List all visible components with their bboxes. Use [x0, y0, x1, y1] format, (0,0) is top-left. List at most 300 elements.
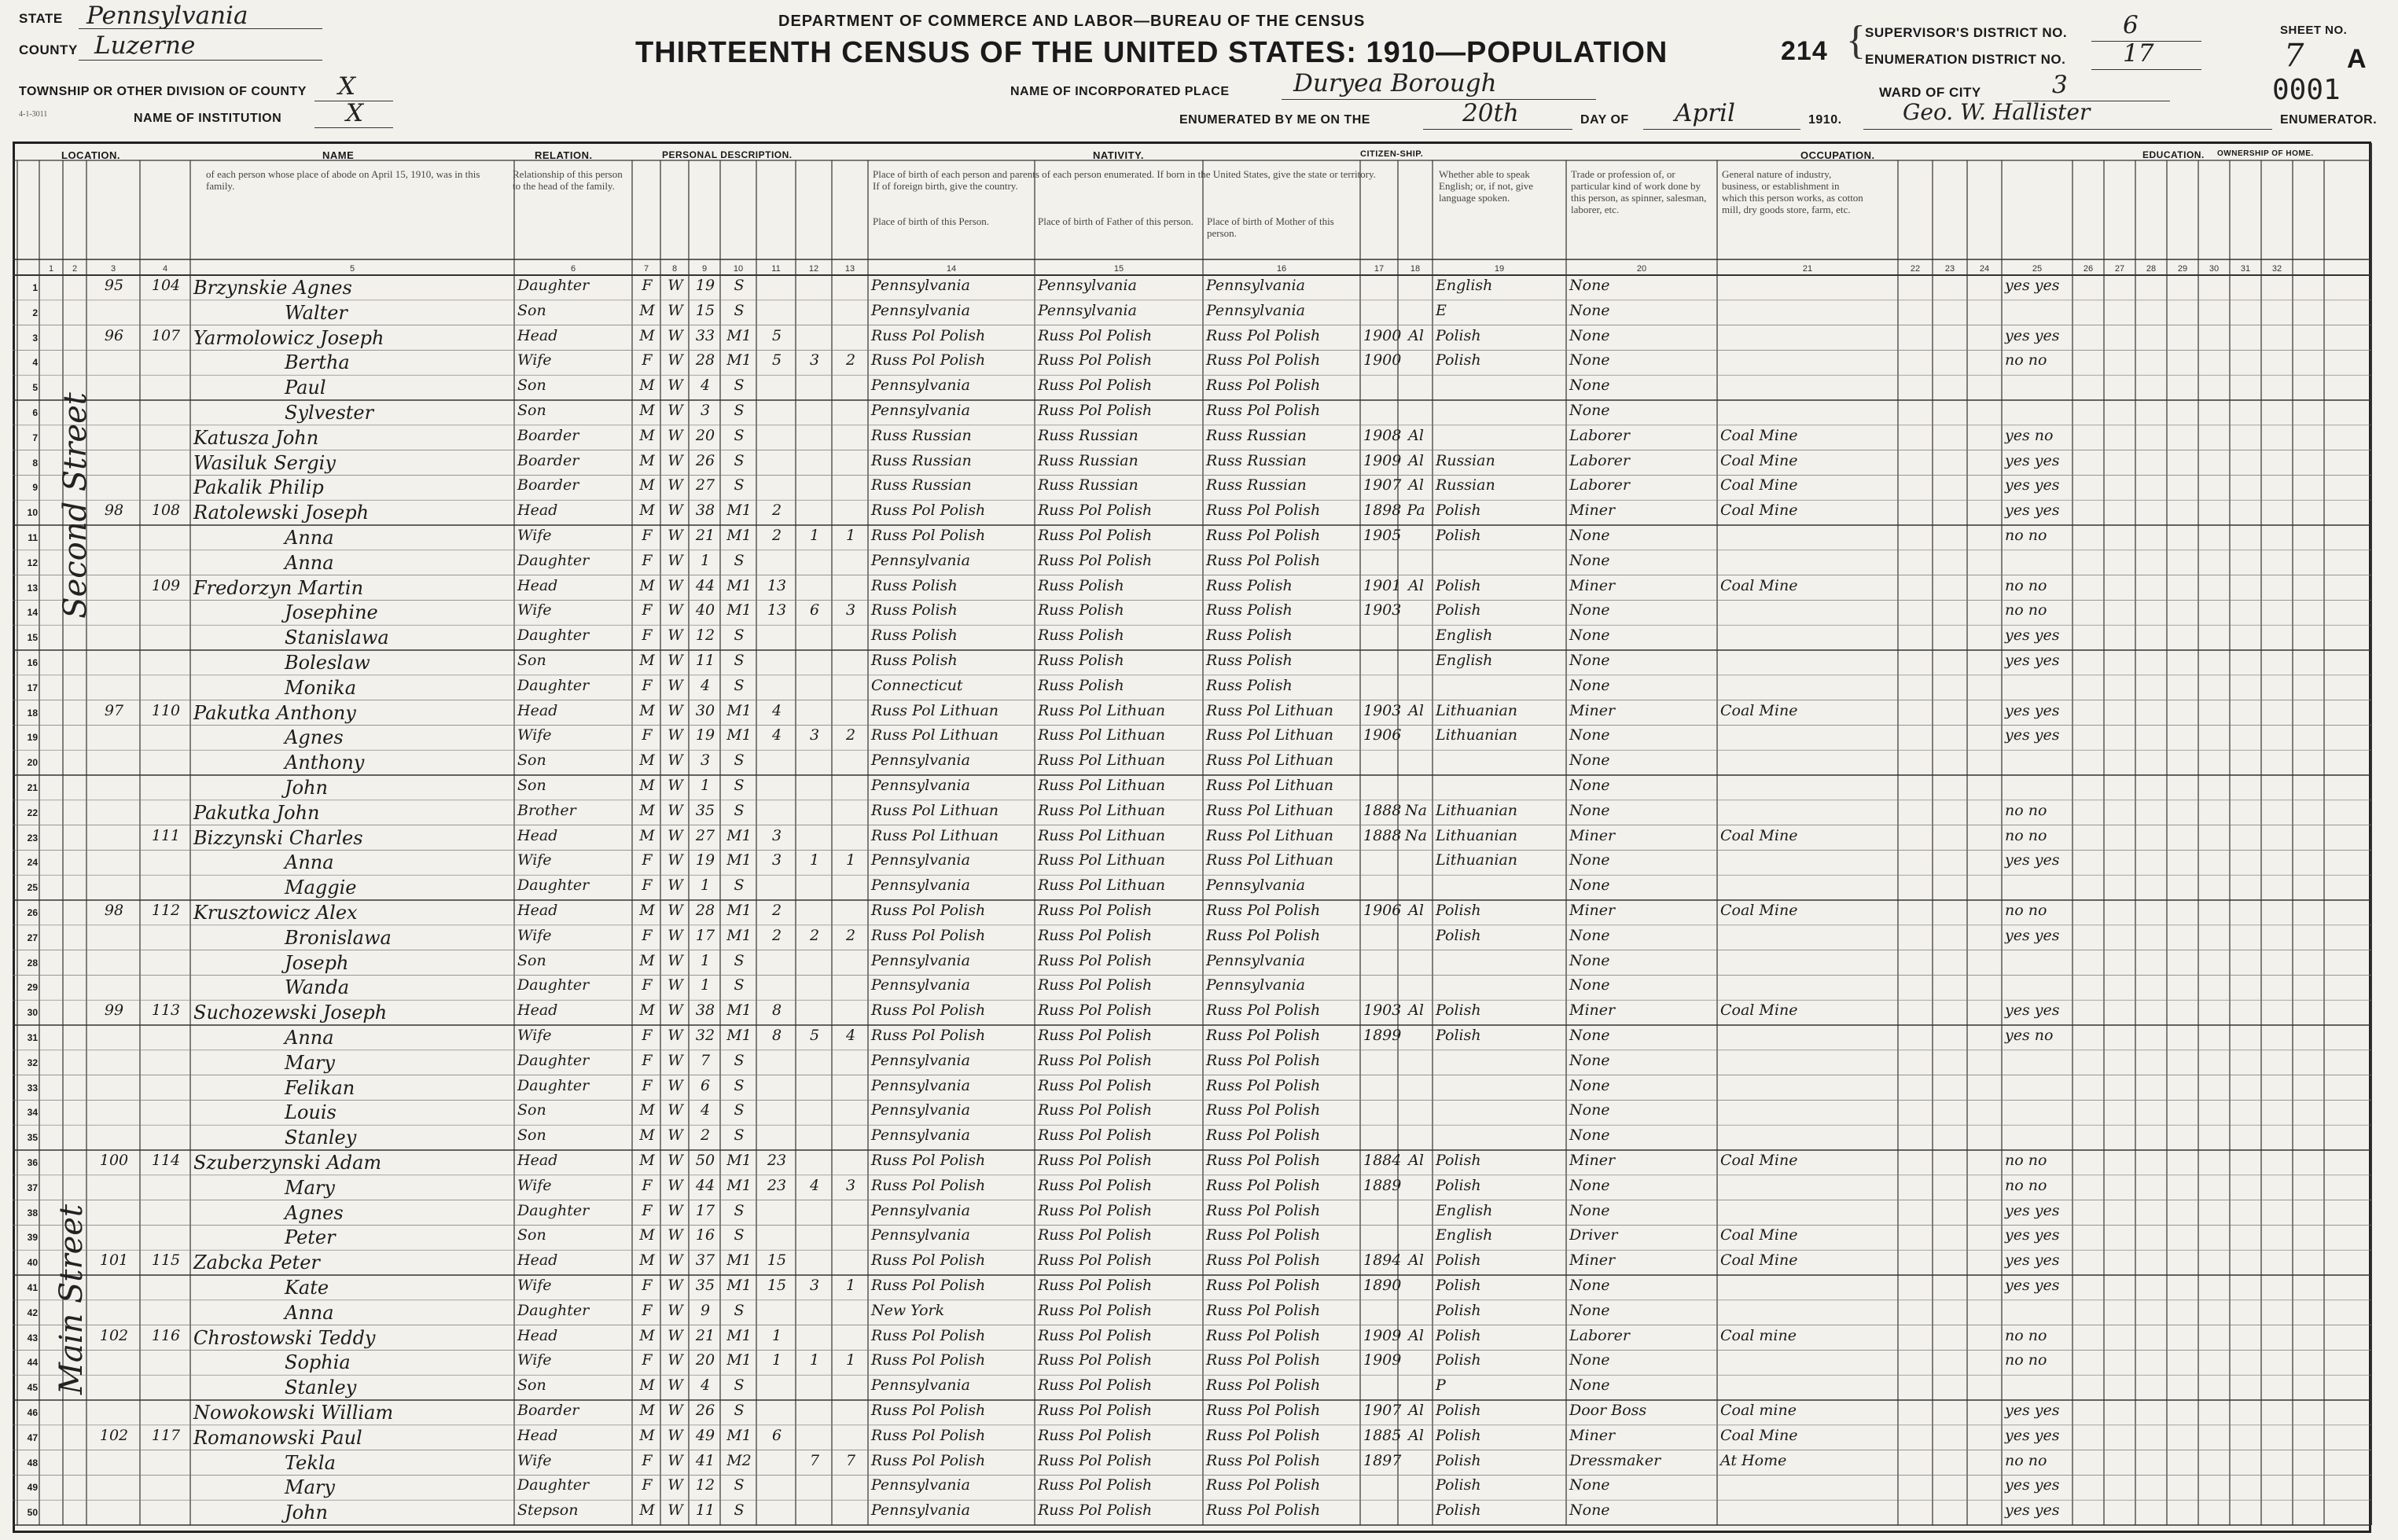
cell-name: Anna: [285, 1301, 334, 1324]
cell-pob: Pennsylvania: [871, 1127, 970, 1145]
cell-mar: M1: [726, 326, 752, 344]
cell-age: 30: [695, 701, 715, 719]
cell-sex: F: [642, 551, 653, 569]
cell-nat: Al: [1408, 576, 1424, 594]
cell-fam: 117: [151, 1426, 181, 1444]
cell-fob: Russ Russian: [1038, 426, 1138, 444]
cell-rel: Son: [517, 951, 546, 969]
cell-n: 24: [27, 857, 38, 869]
cell-occ: Miner: [1569, 701, 1616, 719]
cell-ind: Coal Mine: [1720, 1426, 1798, 1444]
cell-imm: 1897: [1363, 1451, 1402, 1469]
note-birth-father: Place of birth of Father of this person.: [1038, 215, 1193, 227]
cell-rel: Boarder: [517, 476, 579, 494]
cell-n: 13: [27, 582, 38, 594]
cell-sex: M: [639, 1426, 655, 1444]
cell-rel: Daughter: [517, 1201, 590, 1219]
cell-mar: S: [734, 1101, 745, 1119]
cell-name: Stanley: [285, 1127, 357, 1149]
cell-race: W: [668, 752, 683, 770]
cell-mob: Russ Pol Polish: [1206, 1351, 1321, 1369]
cell-yrs: 2: [771, 926, 782, 944]
cell-nat: Na: [1405, 826, 1427, 844]
cell-mob: Russ Pol Polish: [1206, 1027, 1321, 1044]
cell-age: 6: [700, 1076, 711, 1094]
cell-sex: F: [642, 1451, 653, 1469]
cell-sex: M: [639, 1251, 655, 1270]
cell-mob: Russ Pol Polish: [1206, 502, 1321, 520]
cell-pob: Pennsylvania: [871, 777, 970, 794]
cell-lang: Polish: [1436, 1027, 1481, 1044]
cell-race: W: [668, 301, 683, 319]
cell-fob: Russ Pol Polish: [1038, 1277, 1153, 1294]
cell-sex: M: [639, 652, 655, 669]
cell-occ: None: [1569, 851, 1610, 869]
cell-occ: None: [1569, 951, 1610, 969]
cell-mar: M1: [726, 576, 752, 594]
cell-lang: Polish: [1436, 1301, 1481, 1319]
cell-race: W: [668, 1176, 683, 1194]
cell-race: W: [668, 377, 683, 395]
cell-name: Joseph: [285, 951, 349, 974]
cell-imm: 1901: [1363, 576, 1402, 594]
cell-age: 19: [695, 277, 715, 294]
cell-dw: 95: [104, 277, 124, 294]
cell-mar: M1: [726, 527, 752, 544]
cell-race: W: [668, 726, 683, 744]
cell-lang: Polish: [1436, 527, 1481, 544]
cell-imm: 1903: [1363, 701, 1402, 719]
cell-ch: 2: [809, 926, 820, 944]
cell-rel: Daughter: [517, 676, 590, 694]
cell-pob: Pennsylvania: [871, 752, 970, 770]
cell-n: 21: [27, 782, 38, 793]
cell-mob: Pennsylvania: [1206, 877, 1305, 895]
cell-rel: Wife: [517, 601, 552, 619]
cell-yrs: 23: [767, 1176, 787, 1194]
cell-mob: Russ Pol Polish: [1206, 1476, 1321, 1494]
cell-rel: Wife: [517, 926, 552, 944]
cell-rel: Son: [517, 377, 546, 395]
cell-mar: S: [734, 301, 745, 319]
cell-sex: M: [639, 426, 655, 444]
cell-fob: Russ Pol Lithuan: [1038, 701, 1166, 719]
cell-race: W: [668, 1027, 683, 1044]
cell-imm: 1903: [1363, 601, 1402, 619]
cell-mob: Russ Pol Polish: [1206, 1101, 1321, 1119]
cell-ch: 3: [809, 726, 820, 744]
cell-occ: None: [1569, 1127, 1610, 1145]
cell-mar: M1: [726, 851, 752, 869]
cell-sex: M: [639, 402, 655, 419]
cell-age: 4: [700, 1376, 711, 1395]
cell-age: 33: [695, 326, 715, 344]
cell-ind: Coal Mine: [1720, 1251, 1798, 1270]
column-number: 14: [946, 264, 957, 274]
cell-rel: Boarder: [517, 426, 579, 444]
cell-name: Pakalik Philip: [193, 476, 324, 499]
cell-mob: Russ Pol Lithuan: [1206, 726, 1334, 744]
cell-n: 15: [27, 632, 38, 644]
cell-rel: Daughter: [517, 877, 590, 895]
cell-rel: Wife: [517, 851, 552, 869]
cell-name: Kate: [285, 1277, 329, 1299]
institution-label: NAME OF INSTITUTION: [134, 112, 282, 125]
cell-pob: Russ Pol Polish: [871, 1251, 986, 1270]
cell-fob: Russ Pol Polish: [1038, 1351, 1153, 1369]
cell-fob: Russ Pol Polish: [1038, 1176, 1153, 1194]
cell-occ: Miner: [1569, 1426, 1616, 1444]
cell-rel: Wife: [517, 726, 552, 744]
cell-n: 25: [27, 882, 38, 894]
cell-n: 7: [32, 432, 38, 443]
cell-race: W: [668, 426, 683, 444]
cell-mob: Russ Pol Lithuan: [1206, 801, 1334, 819]
column-number: 7: [643, 264, 649, 274]
cell-fob: Russ Pol Polish: [1038, 502, 1153, 520]
cell-occ: None: [1569, 377, 1610, 395]
cell-age: 15: [695, 301, 715, 319]
cell-n: 6: [32, 407, 38, 418]
cell-fam: 112: [151, 902, 181, 919]
cell-occ: None: [1569, 1351, 1610, 1369]
cell-name: Bronislawa: [285, 926, 392, 949]
cell-name: Paul: [285, 377, 326, 399]
cell-rw: no no: [2005, 801, 2047, 819]
cell-age: 28: [695, 902, 715, 919]
cell-nat: Al: [1408, 426, 1424, 444]
cell-rw: yes yes: [2005, 326, 2060, 344]
cell-rw: no no: [2005, 576, 2047, 594]
cell-sex: M: [639, 701, 655, 719]
cell-lang: Polish: [1436, 902, 1481, 919]
cell-name: Boleslaw: [285, 652, 370, 674]
cell-mob: Russ Pol Polish: [1206, 1277, 1321, 1294]
cell-name: Agnes: [285, 1201, 344, 1224]
cell-name: Nowokowski William: [193, 1402, 394, 1424]
cell-race: W: [668, 402, 683, 419]
cell-lang: E: [1436, 301, 1447, 319]
cell-mar: M1: [726, 826, 752, 844]
cell-lang: Lithuanian: [1436, 826, 1518, 844]
cell-occ: None: [1569, 752, 1610, 770]
cell-race: W: [668, 576, 683, 594]
cell-name: Louis: [285, 1101, 337, 1124]
cell-race: W: [668, 801, 683, 819]
cell-sex: M: [639, 476, 655, 494]
cell-age: 1: [700, 877, 711, 895]
cell-rel: Head: [517, 326, 558, 344]
cell-imm: 1888: [1363, 801, 1402, 819]
cell-yrs: 2: [771, 502, 782, 520]
cell-name: Romanowski Paul: [193, 1426, 362, 1449]
cell-occ: None: [1569, 1027, 1610, 1044]
cell-fob: Russ Pol Polish: [1038, 1101, 1153, 1119]
cell-race: W: [668, 1351, 683, 1369]
cell-fob: Russ Polish: [1038, 627, 1124, 645]
cell-pob: Connecticut: [871, 676, 963, 694]
state-label: STATE: [19, 11, 63, 26]
cell-fob: Russ Pol Lithuan: [1038, 726, 1166, 744]
cell-sex: F: [642, 1176, 653, 1194]
cell-mar: S: [734, 752, 745, 770]
cell-sex: M: [639, 502, 655, 520]
cell-age: 9: [700, 1301, 711, 1319]
cell-lang: Polish: [1436, 1176, 1481, 1194]
cell-age: 41: [695, 1451, 715, 1469]
cell-lv: 2: [845, 351, 856, 369]
cell-lang: Polish: [1436, 1251, 1481, 1270]
cell-lv: 3: [845, 601, 856, 619]
cell-fob: Russ Pol Polish: [1038, 1451, 1153, 1469]
cell-race: W: [668, 351, 683, 369]
cell-n: 17: [27, 682, 38, 693]
cell-mob: Russ Pol Polish: [1206, 1451, 1321, 1469]
cell-rw: yes yes: [2005, 1277, 2060, 1294]
cell-name: Stanislawa: [285, 627, 389, 649]
cell-mar: M1: [726, 1027, 752, 1044]
cell-rw: yes yes: [2005, 277, 2060, 294]
cell-imm: 1909: [1363, 451, 1402, 469]
cell-sex: F: [642, 1201, 653, 1219]
cell-name: Bizzynski Charles: [193, 826, 363, 849]
column-number: 24: [1979, 264, 1990, 274]
cell-race: W: [668, 1376, 683, 1395]
cell-fob: Russ Pol Polish: [1038, 1027, 1153, 1044]
cell-sex: M: [639, 902, 655, 919]
cell-mob: Russ Pol Polish: [1206, 377, 1321, 395]
cell-age: 38: [695, 1002, 715, 1020]
column-number: 5: [349, 264, 355, 274]
cell-occ: None: [1569, 976, 1610, 994]
column-number: 20: [1636, 264, 1647, 274]
cell-yrs: 3: [771, 826, 782, 844]
cell-lv: 4: [845, 1027, 856, 1044]
incorporated-label: NAME OF INCORPORATED PLACE: [1010, 85, 1230, 98]
cell-yrs: 15: [767, 1251, 787, 1270]
cell-rel: Son: [517, 301, 546, 319]
cell-ind: Coal Mine: [1720, 1002, 1798, 1020]
cell-occ: None: [1569, 726, 1610, 744]
cell-occ: None: [1569, 601, 1610, 619]
cell-imm: 1894: [1363, 1251, 1402, 1270]
cell-race: W: [668, 601, 683, 619]
cell-sex: M: [639, 1501, 655, 1520]
cell-mar: S: [734, 1201, 745, 1219]
cell-mar: S: [734, 1476, 745, 1494]
cell-mob: Russ Pol Polish: [1206, 1002, 1321, 1020]
cell-occ: None: [1569, 1301, 1610, 1319]
cell-age: 44: [695, 1176, 715, 1194]
cell-lang: Lithuanian: [1436, 851, 1518, 869]
cell-sex: F: [642, 976, 653, 994]
cell-race: W: [668, 652, 683, 669]
cell-rw: yes yes: [2005, 502, 2060, 520]
cell-rw: no no: [2005, 527, 2047, 544]
cell-mar: M1: [726, 1351, 752, 1369]
cell-sex: F: [642, 351, 653, 369]
cell-name: Felikan: [285, 1076, 355, 1099]
cell-mar: S: [734, 451, 745, 469]
cell-occ: None: [1569, 1476, 1610, 1494]
cell-age: 35: [695, 1277, 715, 1294]
cell-lv: 3: [845, 1176, 856, 1194]
cell-race: W: [668, 951, 683, 969]
cell-fob: Russ Pol Polish: [1038, 1251, 1153, 1270]
cell-pob: Pennsylvania: [871, 1076, 970, 1094]
column-number: 8: [671, 264, 678, 274]
cell-rw: yes yes: [2005, 1201, 2060, 1219]
cell-yrs: 6: [771, 1426, 782, 1444]
cell-name: Yarmolowicz Joseph: [193, 326, 384, 349]
cell-pob: Russ Polish: [871, 576, 958, 594]
cell-lv: 2: [845, 726, 856, 744]
group-personal: PERSONAL DESCRIPTION.: [662, 149, 793, 160]
cell-mob: Russ Pol Polish: [1206, 551, 1321, 569]
cell-lang: Polish: [1436, 1426, 1481, 1444]
cell-fob: Russ Pol Polish: [1038, 1476, 1153, 1494]
cell-pob: Russ Russian: [871, 476, 972, 494]
cell-mar: S: [734, 777, 745, 794]
cell-lang: Polish: [1436, 1451, 1481, 1469]
cell-fob: Russ Pol Lithuan: [1038, 851, 1166, 869]
cell-fob: Pennsylvania: [1038, 301, 1137, 319]
cell-rw: yes yes: [2005, 1251, 2060, 1270]
cell-nat: Al: [1408, 1326, 1424, 1344]
ward-value: 3: [2052, 71, 2068, 99]
cell-race: W: [668, 902, 683, 919]
column-number: 6: [570, 264, 576, 274]
note-birth-person: Place of birth of this Person.: [873, 215, 990, 227]
cell-occ: None: [1569, 351, 1610, 369]
cell-name: Szuberzynski Adam: [193, 1152, 382, 1174]
cell-occ: None: [1569, 801, 1610, 819]
cell-fob: Russ Pol Polish: [1038, 1501, 1153, 1520]
cell-lang: Polish: [1436, 1326, 1481, 1344]
sheet-number: 7: [2284, 38, 2304, 74]
cell-fob: Russ Russian: [1038, 451, 1138, 469]
cell-rw: yes yes: [2005, 701, 2060, 719]
cell-yrs: 2: [771, 527, 782, 544]
cell-lang: Lithuanian: [1436, 726, 1518, 744]
cell-rw: no no: [2005, 1176, 2047, 1194]
cell-sex: F: [642, 627, 653, 645]
cell-sex: M: [639, 826, 655, 844]
column-number: 21: [1802, 264, 1813, 274]
cell-sex: M: [639, 1226, 655, 1244]
cell-occ: Miner: [1569, 502, 1616, 520]
cell-age: 40: [695, 601, 715, 619]
column-number: 30: [2209, 264, 2220, 274]
cell-name: Wanda: [285, 976, 350, 999]
cell-name: Anna: [285, 1027, 334, 1049]
cell-n: 14: [27, 607, 38, 619]
cell-n: 28: [27, 957, 38, 968]
cell-age: 35: [695, 801, 715, 819]
column-number: 10: [733, 264, 744, 274]
cell-pob: Russ Pol Polish: [871, 1326, 986, 1344]
cell-fob: Russ Pol Polish: [1038, 402, 1153, 419]
column-number: 15: [1113, 264, 1124, 274]
cell-lang: Polish: [1436, 576, 1481, 594]
cell-yrs: 2: [771, 902, 782, 919]
column-number: 1: [48, 264, 54, 274]
cell-race: W: [668, 1076, 683, 1094]
cell-ch: 1: [809, 851, 820, 869]
cell-mob: Russ Pol Polish: [1206, 351, 1321, 369]
cell-occ: None: [1569, 1277, 1610, 1294]
cell-age: 11: [695, 652, 715, 669]
cell-mob: Russ Polish: [1206, 652, 1293, 669]
column-number: 2: [72, 264, 78, 274]
cell-pob: Pennsylvania: [871, 951, 970, 969]
cell-yrs: 4: [771, 701, 782, 719]
cell-name: Maggie: [285, 877, 357, 899]
enumeration-district-label: ENUMERATION DISTRICT NO.: [1865, 52, 2066, 67]
cell-pob: Russ Pol Polish: [871, 1027, 986, 1044]
cell-sex: M: [639, 451, 655, 469]
cell-mar: S: [734, 1226, 745, 1244]
cell-mob: Pennsylvania: [1206, 951, 1305, 969]
cell-n: 43: [27, 1332, 38, 1343]
cell-yrs: 15: [767, 1277, 787, 1294]
note-trade: Trade or profession of, or particular kind of work done by this person, as spinner, salesman, laborer, etc.: [1571, 168, 1707, 215]
film-number: 0001: [2272, 74, 2341, 106]
cell-race: W: [668, 976, 683, 994]
cell-fob: Russ Pol Polish: [1038, 1201, 1153, 1219]
cell-mar: M1: [726, 701, 752, 719]
cell-mob: Russ Russian: [1206, 476, 1307, 494]
cell-nat: Al: [1408, 326, 1424, 344]
cell-fam: 109: [151, 576, 181, 594]
cell-sex: F: [642, 1476, 653, 1494]
cell-occ: Miner: [1569, 1152, 1616, 1169]
cell-mob: Russ Pol Polish: [1206, 402, 1321, 419]
cell-lang: P: [1436, 1376, 1446, 1395]
cell-rel: Wife: [517, 1351, 552, 1369]
cell-lv: 2: [845, 926, 856, 944]
cell-mob: Russ Pol Polish: [1206, 1402, 1321, 1419]
cell-pob: Russ Pol Polish: [871, 1351, 986, 1369]
census-title: THIRTEENTH CENSUS OF THE UNITED STATES: 1910—POPULATION: [635, 36, 1668, 69]
cell-occ: None: [1569, 402, 1610, 419]
cell-lv: 1: [845, 527, 856, 544]
cell-mob: Russ Pol Polish: [1206, 1127, 1321, 1145]
cell-rel: Wife: [517, 351, 552, 369]
cell-race: W: [668, 1476, 683, 1494]
cell-pob: Pennsylvania: [871, 851, 970, 869]
institution-value: X: [346, 99, 364, 127]
cell-pob: Russ Pol Polish: [871, 1176, 986, 1194]
page-number: 214: [1781, 36, 1828, 66]
cell-n: 30: [27, 1007, 38, 1019]
cell-age: 26: [695, 451, 715, 469]
cell-race: W: [668, 1101, 683, 1119]
cell-fob: Russ Pol Lithuan: [1038, 877, 1166, 895]
cell-name: Josephine: [285, 601, 378, 624]
cell-mar: M2: [726, 1451, 752, 1469]
cell-mar: S: [734, 377, 745, 395]
cell-mar: S: [734, 1051, 745, 1069]
cell-n: 41: [27, 1282, 38, 1293]
column-number: 29: [2177, 264, 2188, 274]
cell-age: 27: [695, 826, 715, 844]
cell-dw: 101: [99, 1251, 129, 1270]
cell-age: 19: [695, 726, 715, 744]
cell-occ: None: [1569, 926, 1610, 944]
cell-n: 49: [27, 1482, 38, 1494]
cell-rel: Wife: [517, 527, 552, 544]
